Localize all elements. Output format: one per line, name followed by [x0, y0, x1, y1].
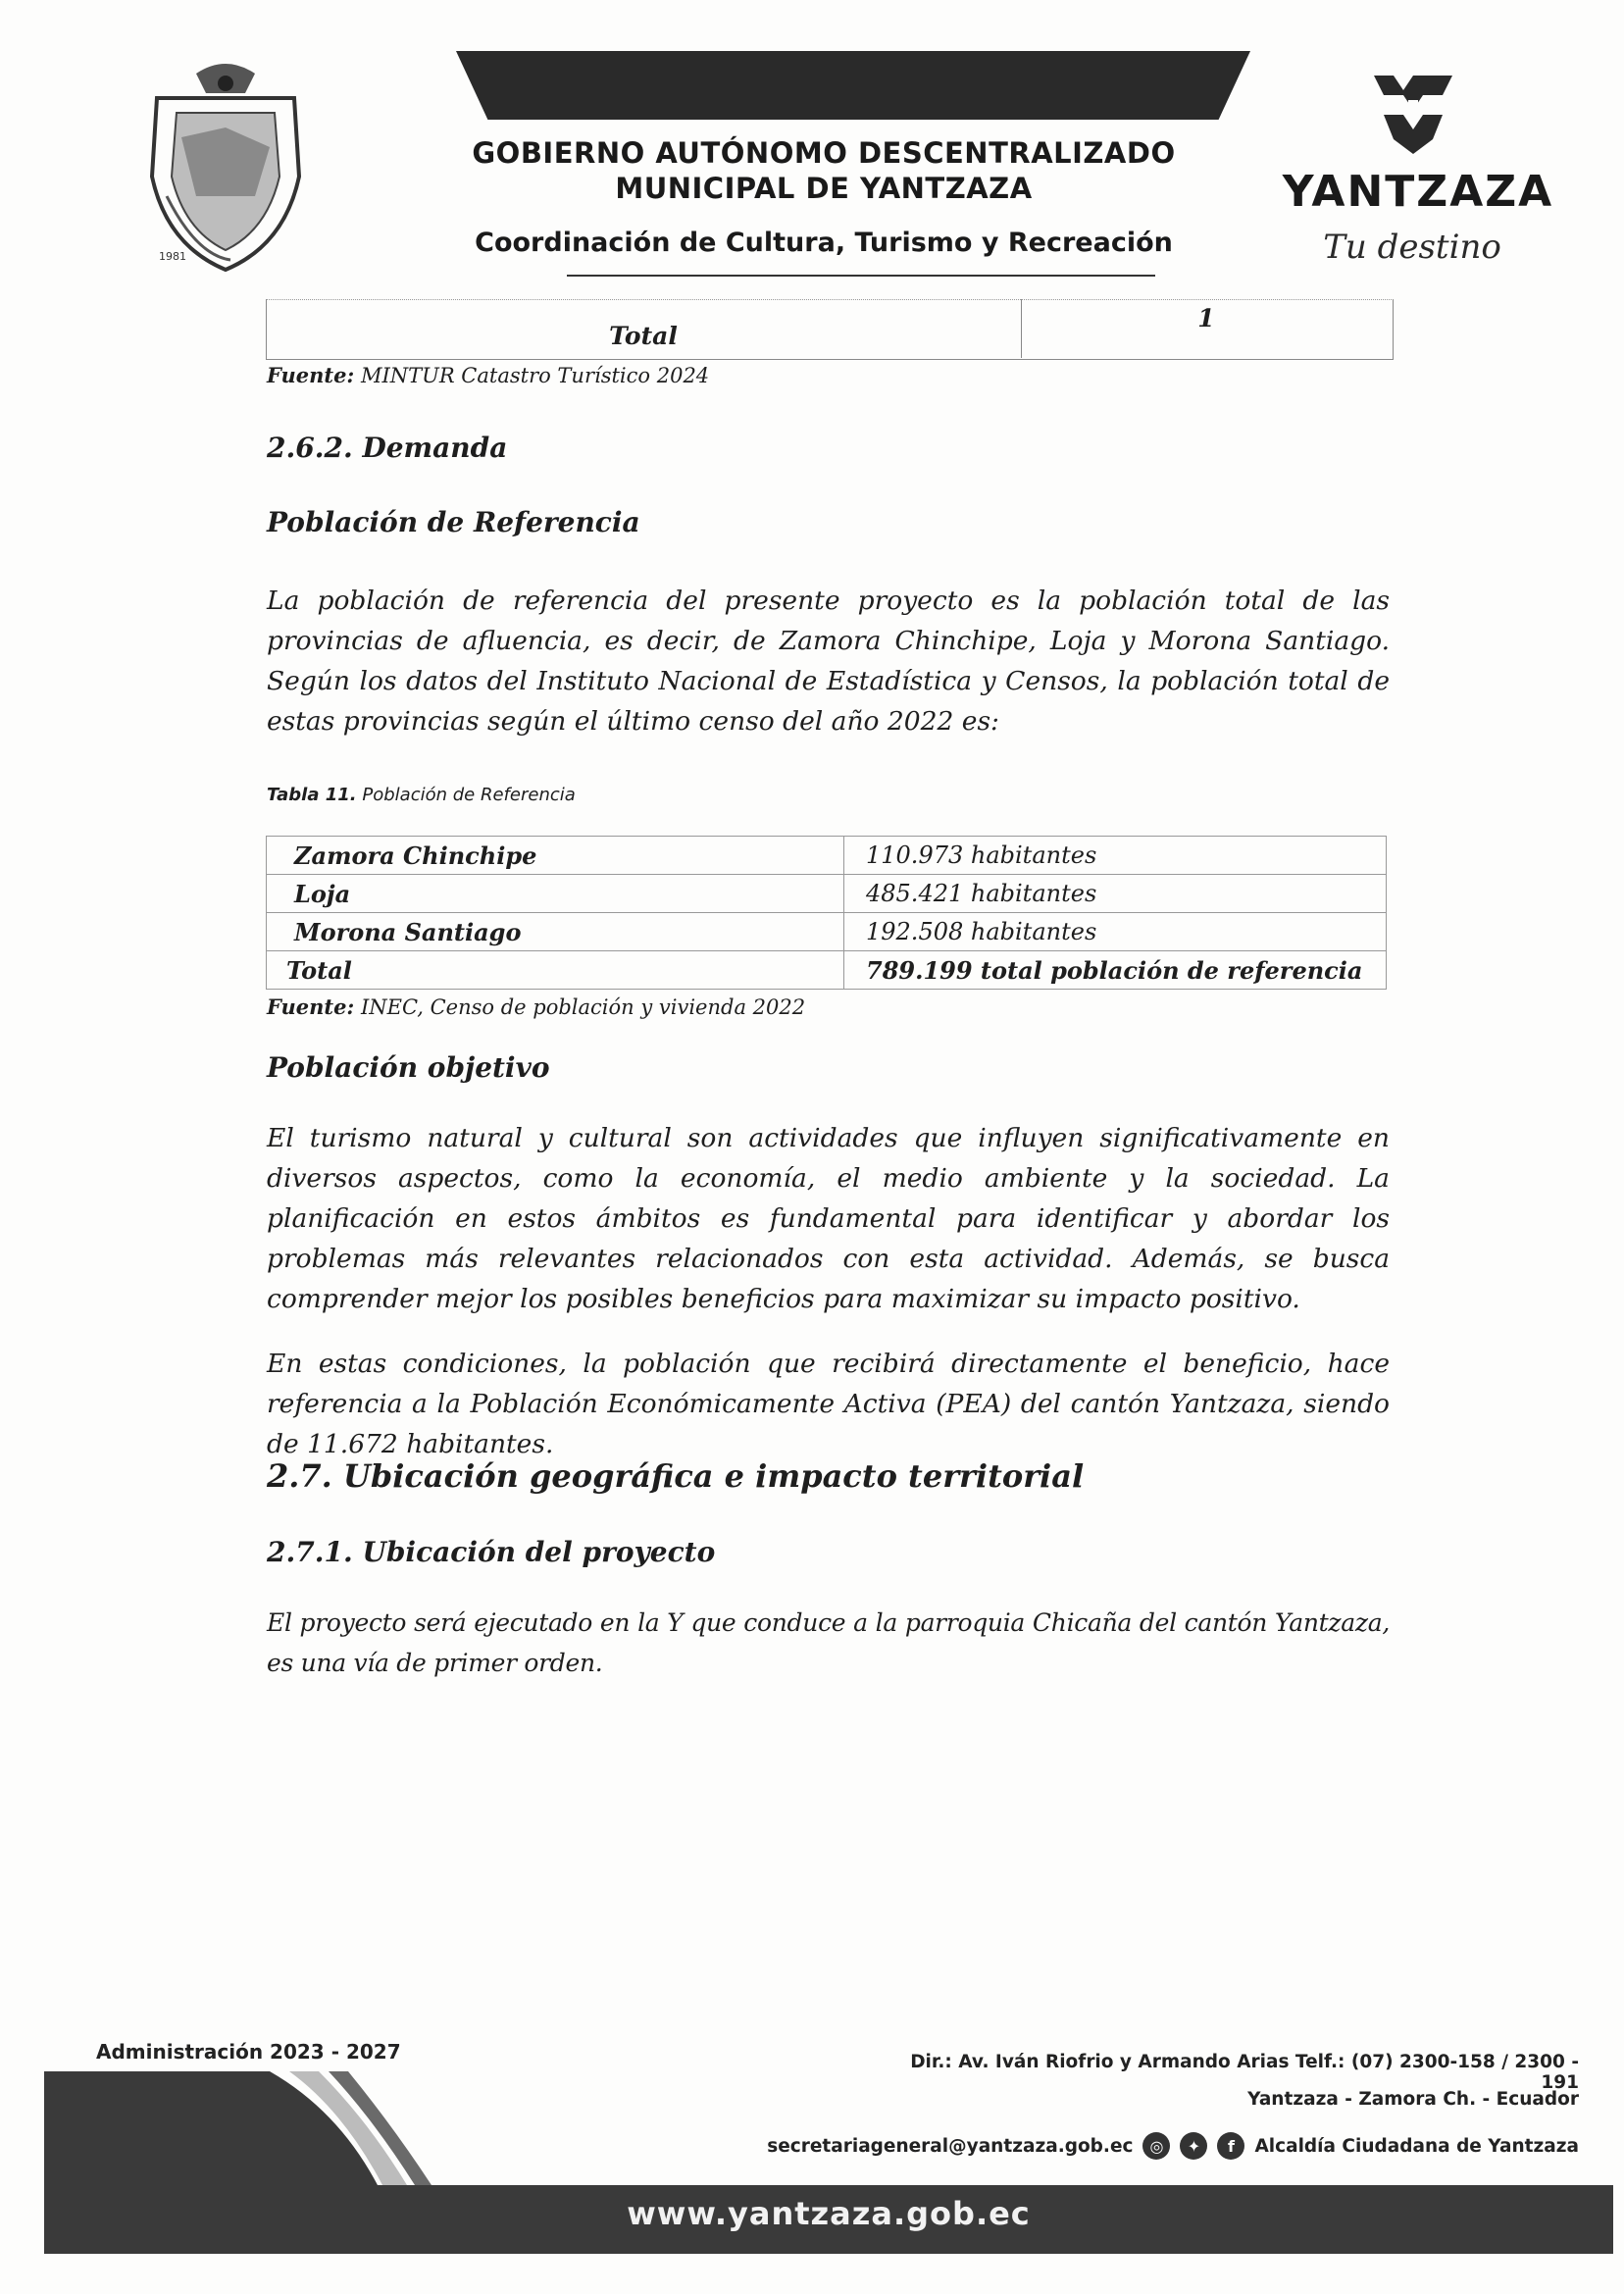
table-caption-label: Tabla 11.: [267, 785, 357, 805]
table-total-row: [267, 951, 1387, 990]
source-text: MINTUR Catastro Turístico 2024: [360, 364, 710, 387]
ubicacion-paragraph: El proyecto será ejecutado en la Y que conduce a la parroquia Chicaña del cantón Yantzaza, es una vía de primer orden.: [267, 1608, 1390, 1677]
brand-tagline: Tu destino: [1323, 228, 1501, 267]
brand-wordmark: YANTZAZA: [1282, 167, 1554, 217]
previous-table-source: [267, 363, 709, 387]
footer-address: Dir.: Av. Iván Riofrio y Armando Arias Telf.: (07) 2300-158 / 2300 - 191: [910, 2052, 1579, 2093]
header-subtitle: Coordinación de Cultura, Turismo y Recreación: [475, 228, 1173, 258]
poblacion-referencia-heading: Población de Referencia: [267, 506, 640, 538]
section-heading-27: 2.7. Ubicación geográfica e impacto territorial: [267, 1457, 1085, 1495]
footer-city: Yantzaza - Zamora Ch. - Ecuador: [1247, 2089, 1579, 2110]
table-row: [267, 875, 1387, 913]
source-label: Fuente:: [267, 363, 355, 387]
table-caption-text: Población de Referencia: [362, 785, 576, 805]
instagram-icon[interactable]: ◎: [1142, 2132, 1170, 2160]
header-title-line2: MUNICIPAL DE YANTZAZA: [615, 172, 1033, 205]
section-heading-271: 2.7.1. Ubicación del proyecto: [267, 1536, 716, 1568]
yantzaza-logo-icon: [1359, 61, 1467, 159]
table-11-caption: [267, 785, 576, 805]
poblacion-objetivo-heading: Población objetivo: [267, 1051, 550, 1084]
table-cell-population: 485.421 habitantes: [844, 875, 1387, 913]
municipal-emblem-icon: [137, 59, 314, 284]
previous-table-total-value: 1: [1197, 304, 1215, 332]
source-label: Fuente:: [267, 994, 355, 1019]
table-11-source: [267, 994, 805, 1019]
header-band: [456, 51, 1250, 120]
header-underline: [567, 275, 1155, 277]
table-cell-population: 192.508 habitantes: [844, 913, 1387, 951]
poblacion-objetivo-paragraph-2: En estas condiciones, la población que recibirá directamente el beneficio, hace referencia a la Población Económicamente Activa (PEA) del cantón Yantzaza, siendo de 11.672 habitantes.: [267, 1349, 1390, 1459]
table-total-value: 789.199 total población de referencia: [844, 951, 1387, 990]
table-cell-province: Zamora Chinchipe: [267, 837, 844, 875]
table-row: [267, 837, 1387, 875]
table-cell-province: Loja: [267, 875, 844, 913]
footer-email[interactable]: secretariageneral@yantzaza.gob.ec: [767, 2135, 1134, 2157]
table-cell-population: 110.973 habitantes: [844, 837, 1387, 875]
table-row: [267, 913, 1387, 951]
table-cell-province: Morona Santiago: [267, 913, 844, 951]
footer-contact-row: [686, 2130, 1579, 2162]
poblacion-referencia-paragraph: La población de referencia del presente proyecto es la población total de las provincias de afluencia, es decir, de Zamora Chinchipe, Loja y Morona Santiago. Según los datos del Instituto Nacional de Estadística y Censos, la población total de estas provincias según el último censo del año 2022 es:: [267, 586, 1390, 737]
svg-text:1981: 1981: [159, 250, 186, 263]
twitter-icon[interactable]: ✦: [1180, 2132, 1207, 2160]
table-total-label: Total: [267, 951, 844, 990]
poblacion-referencia-table: [266, 836, 1387, 990]
poblacion-objetivo-paragraph-1: El turismo natural y cultural son actividades que influyen significativamente en diversos aspectos, como la economía, el medio ambiente y la sociedad. La planificación en estos ámbitos es fundamental para identificar y abordar los problemas más relevantes relacionados con esta actividad. Además, se busca comprender mejor los posibles beneficios para maximizar su impacto positivo.: [267, 1123, 1390, 1314]
header-title: [412, 135, 1236, 206]
footer-social-name: Alcaldía Ciudadana de Yantzaza: [1254, 2135, 1579, 2157]
footer-website-link[interactable]: www.yantzaza.gob.ec: [627, 2195, 1031, 2232]
footer-administration: Administración 2023 - 2027: [96, 2040, 401, 2064]
source-text: INEC, Censo de población y vivienda 2022: [360, 995, 806, 1019]
previous-table-total-label: Total: [609, 322, 678, 350]
header-title-line1: GOBIERNO AUTÓNOMO DESCENTRALIZADO: [472, 136, 1176, 170]
section-heading-262: 2.6.2. Demanda: [267, 432, 508, 464]
facebook-icon[interactable]: f: [1217, 2132, 1244, 2160]
